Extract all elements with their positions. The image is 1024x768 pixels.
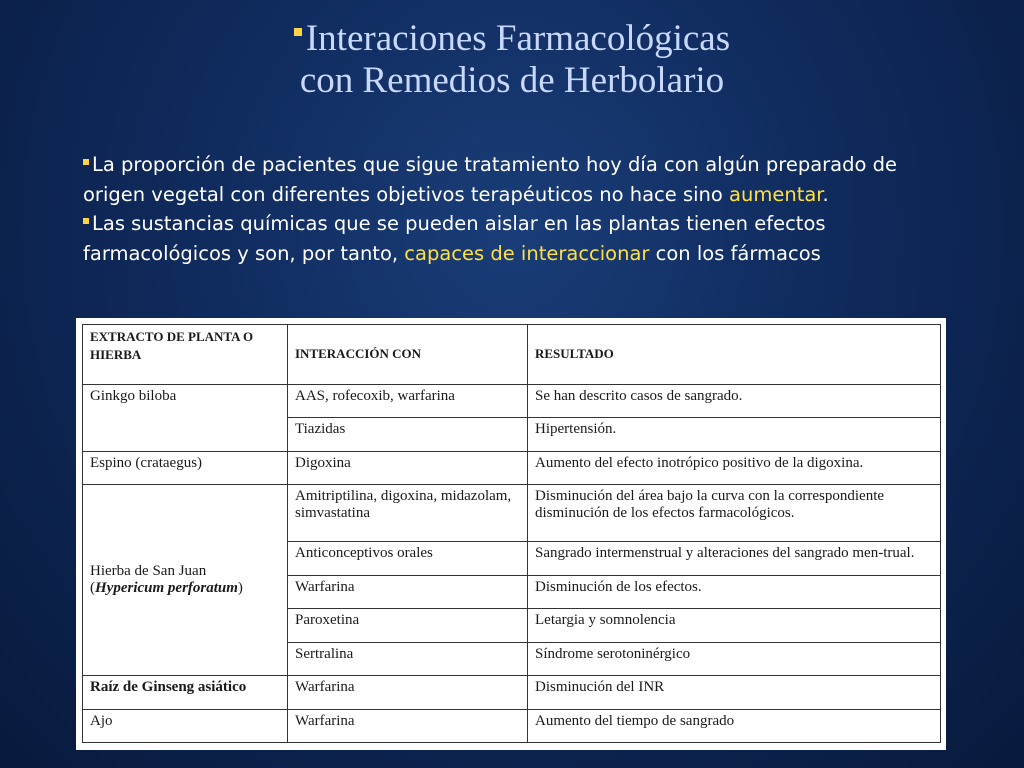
header-plant: EXTRACTO DE PLANTA O HIERBA <box>83 325 288 385</box>
plant-cell: Raíz de Ginseng asiático <box>83 676 288 709</box>
table-row <box>83 384 941 417</box>
plant-cell: Ginkgo biloba <box>83 384 288 451</box>
interaction-cell: Warfarina <box>288 709 528 742</box>
result-cell: Aumento del efecto inotrópico positivo de la digoxina. <box>528 451 941 484</box>
result-cell: Disminución de los efectos. <box>528 575 941 608</box>
result-cell: Aumento del tiempo de sangrado <box>528 709 941 742</box>
plant-cell: Ajo <box>83 709 288 742</box>
interaction-cell: Digoxina <box>288 451 528 484</box>
title-line-2: con Remedios de Herbolario <box>299 60 725 101</box>
result-cell: Se han descrito casos de sangrado. <box>528 384 941 417</box>
bullet-2: Las sustancias químicas que se pueden aislar en las plantas tienen efectos farmacológicos y son, por tanto, capaces de interaccionar con los fármacos <box>83 212 826 265</box>
result-cell: Hipertensión. <box>528 418 941 451</box>
square-bullet-icon <box>83 218 89 224</box>
interaction-cell: AAS, rofecoxib, warfarina <box>288 384 528 417</box>
bullet-1: La proporción de pacientes que sigue tratamiento hoy día con algún preparado de origen vegetal con diferentes objetivos terapéuticos no hace sino aumentar. <box>83 153 898 206</box>
table-row <box>83 485 941 542</box>
interaction-cell: Anticonceptivos orales <box>288 542 528 575</box>
result-cell: Letargia y somnolencia <box>528 609 941 642</box>
table-row <box>83 451 941 484</box>
interaction-cell: Warfarina <box>288 676 528 709</box>
table-header-row <box>83 325 941 385</box>
slide-title <box>0 18 1024 102</box>
result-cell: Síndrome serotoninérgico <box>528 642 941 675</box>
highlight-text: capaces de interaccionar <box>404 241 650 265</box>
table-row <box>83 709 941 742</box>
interaction-table-panel <box>76 318 946 750</box>
interaction-cell: Amitriptilina, digoxina, midazolam, simvastatina <box>288 485 528 542</box>
highlight-text: aumentar <box>729 182 823 206</box>
latin-name: Hypericum perforatum <box>95 580 238 597</box>
plant-cell: Espino (crataegus) <box>83 451 288 484</box>
square-bullet-icon <box>294 28 302 36</box>
header-result: RESULTADO <box>528 325 941 385</box>
result-cell: Disminución del INR <box>528 676 941 709</box>
bullet-list <box>83 150 943 268</box>
title-line-1: Interaciones Farmacológicas <box>0 18 1024 60</box>
interaction-cell: Warfarina <box>288 575 528 608</box>
interaction-table <box>82 324 941 743</box>
plant-cell: Hierba de San Juan (Hypericum perforatum) <box>83 485 288 676</box>
table-row <box>83 676 941 709</box>
result-cell: Disminución del área bajo la curva con la correspondiente disminución de los efectos farmacológicos. <box>528 485 941 542</box>
result-cell: Sangrado intermenstrual y alteraciones del sangrado men-trual. <box>528 542 941 575</box>
square-bullet-icon <box>83 159 89 165</box>
header-interaction: INTERACCIÓN CON <box>288 325 528 385</box>
interaction-cell: Sertralina <box>288 642 528 675</box>
interaction-cell: Paroxetina <box>288 609 528 642</box>
interaction-cell: Tiazidas <box>288 418 528 451</box>
